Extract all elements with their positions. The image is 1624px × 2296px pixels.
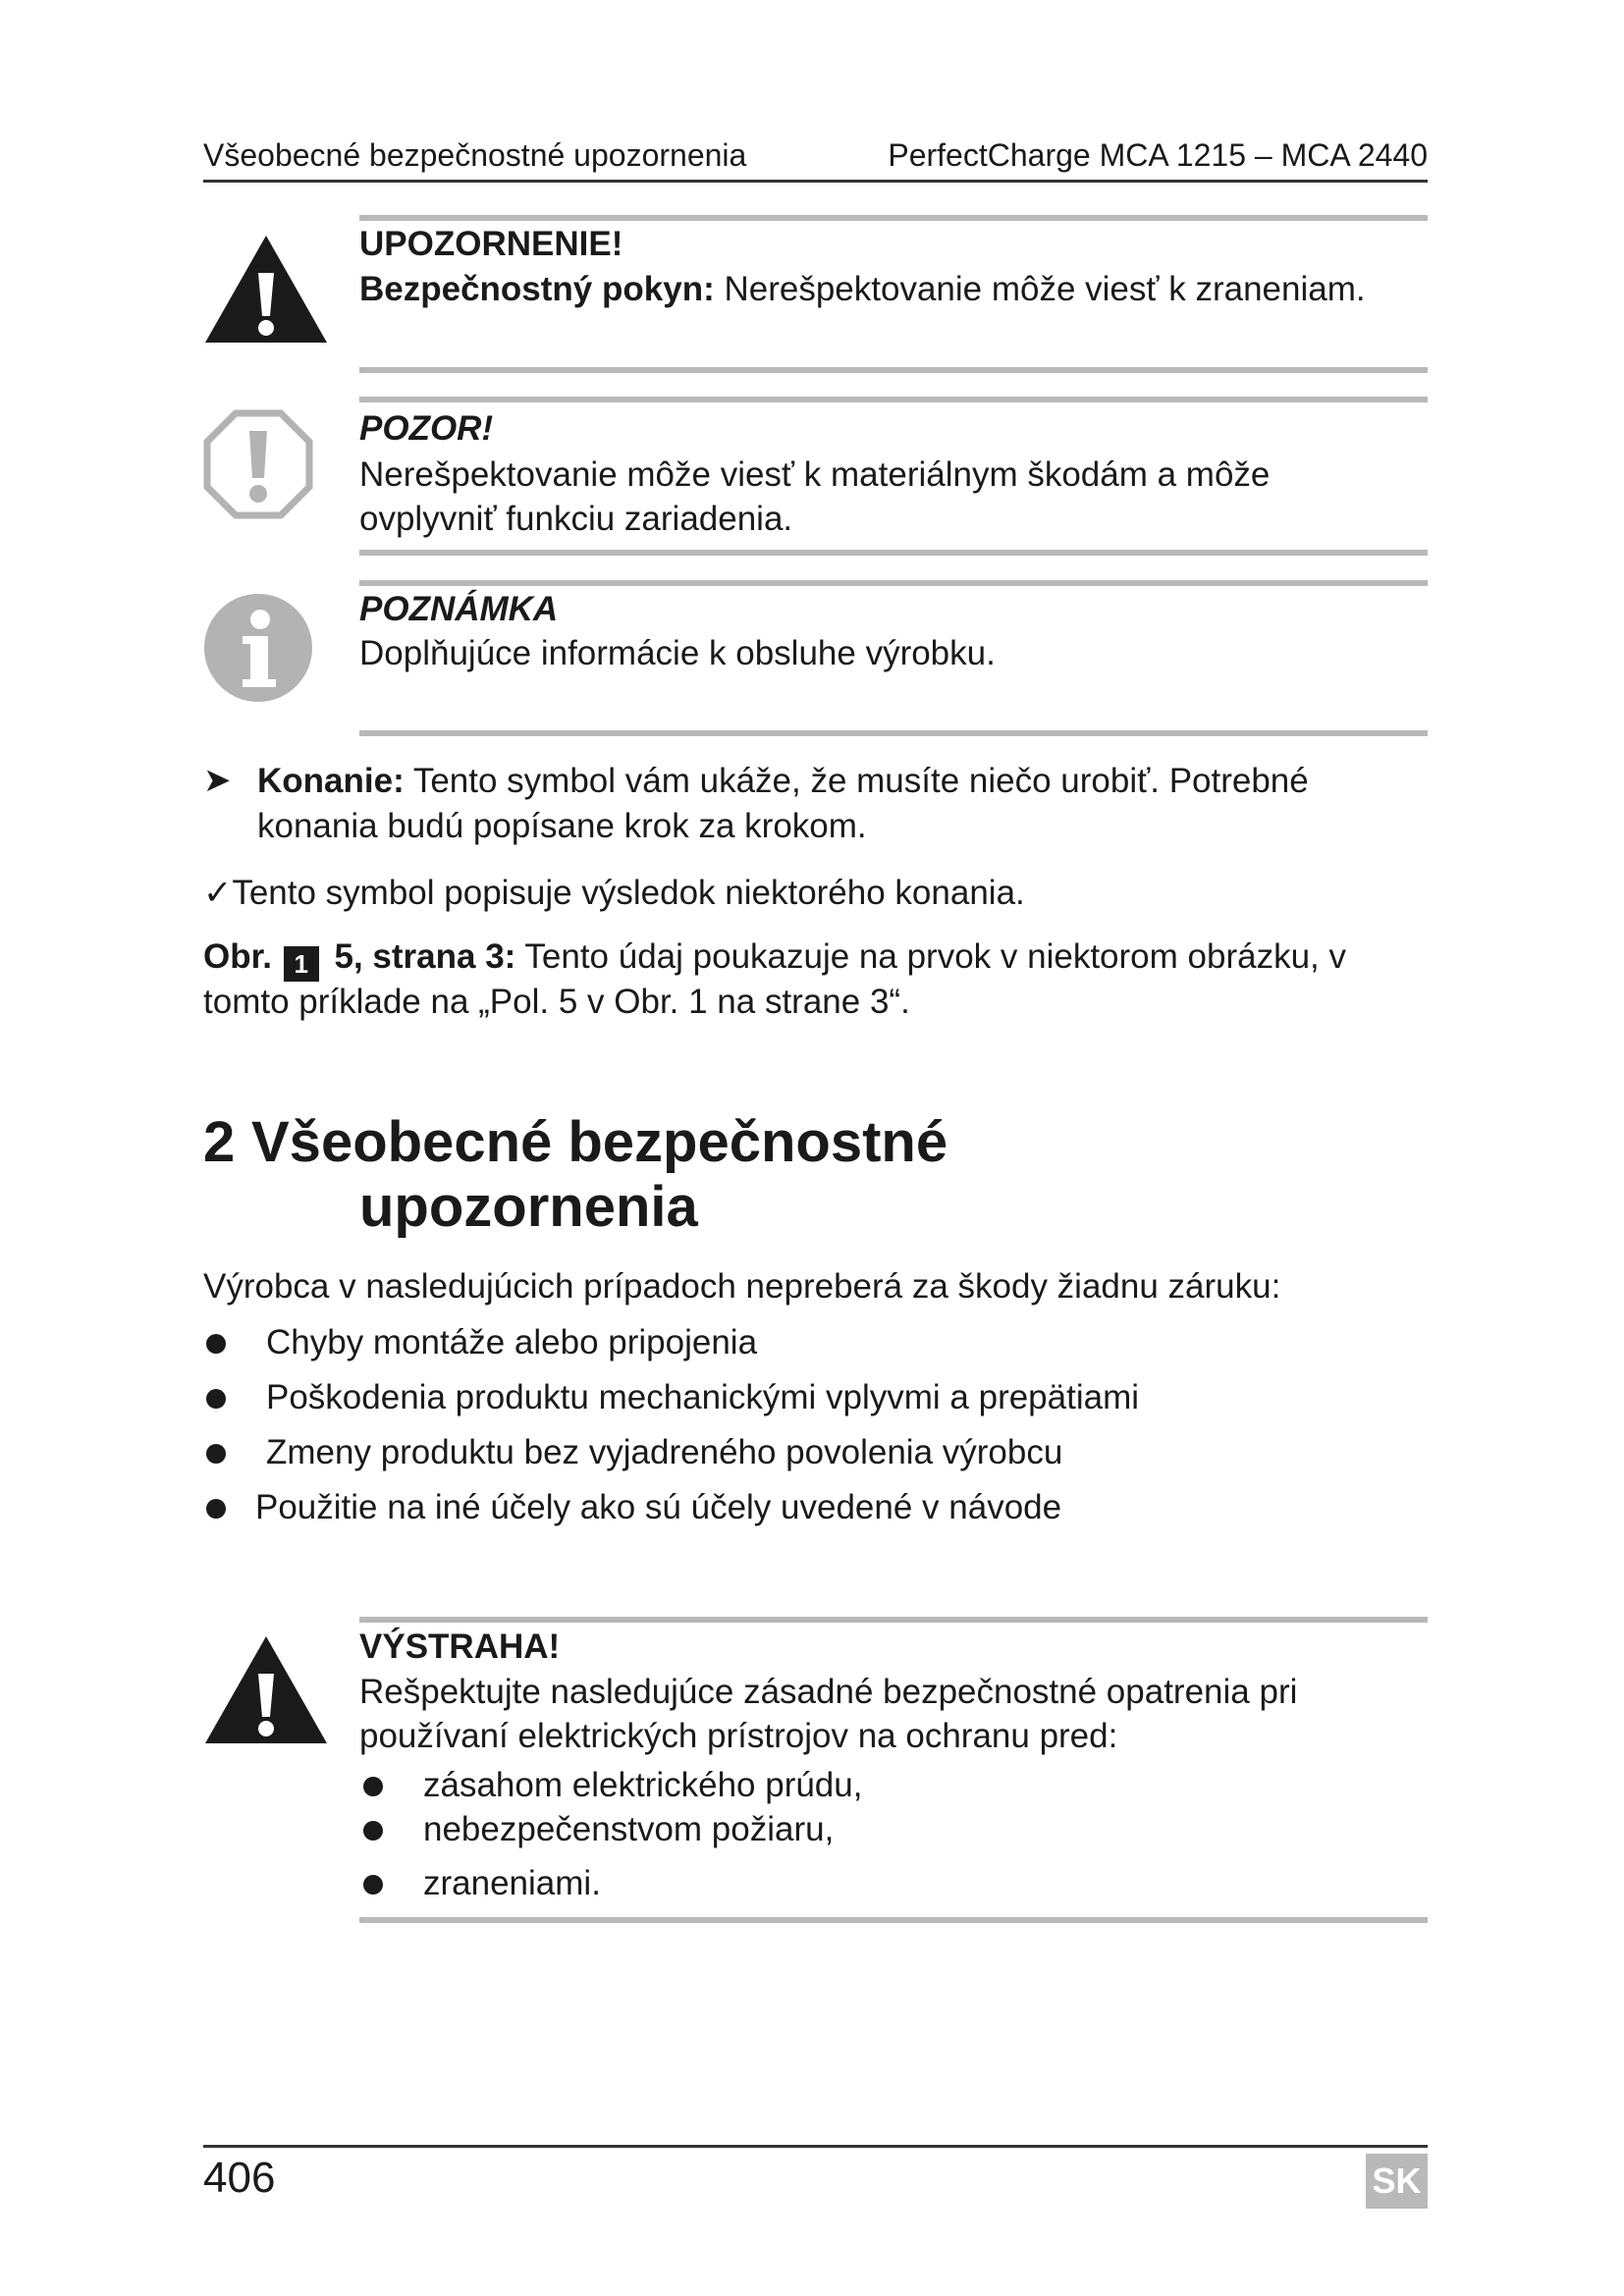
bullet-dot: [206, 1334, 226, 1354]
warning-triangle-icon: [203, 1634, 329, 1745]
warning-body: Nerešpektovanie môže viesť k zraneniam.: [714, 270, 1366, 308]
list-item: Zmeny produktu bez vyjadreného povolenia výrobcu: [266, 1433, 1063, 1471]
caution-title: POZOR!: [359, 409, 494, 448]
warning-title: UPOZORNENIE!: [359, 225, 623, 263]
notice-rule-top: [359, 397, 1428, 402]
note-title: POZNÁMKA: [359, 590, 559, 628]
bullet-dot: [206, 1389, 226, 1409]
caution-text-line1: Nerešpektovanie môže viesť k materiálnym škodám a môže: [359, 455, 1271, 494]
list-item: Poškodenia produktu mechanickými vplyvmi a prepätiami: [266, 1378, 1140, 1416]
notice-rule-bottom: [359, 550, 1428, 556]
section-title-line1: Všeobecné bezpečnostné: [251, 1110, 948, 1174]
action-arrow-icon: ➤: [203, 762, 232, 799]
checkmark-icon: ✓: [203, 874, 233, 912]
page-number: 406: [203, 2154, 276, 2202]
warning-triangle-icon: [203, 234, 329, 345]
figure-ref-line1: [203, 934, 1431, 982]
action-text-line1: [257, 758, 1435, 804]
action-body: Tento symbol vám ukáže, že musíte niečo urobiť. Potrebné: [404, 762, 1309, 800]
bullet-dot: [363, 1777, 383, 1796]
language-badge: SK: [1366, 2154, 1428, 2209]
bullet-dot: [206, 1444, 226, 1464]
notice-rule-bottom: [359, 730, 1428, 736]
warning-label: Bezpečnostný pokyn:: [359, 270, 715, 308]
action-label: Konanie:: [257, 762, 405, 800]
notice-rule-top: [359, 580, 1428, 586]
section-intro: Výrobca v nasledujúcich prípadoch nepreberá za škody žiadnu záruku:: [203, 1267, 1281, 1306]
figure-position-label: 5, strana 3:: [334, 937, 516, 976]
caution-octagon-icon: [203, 409, 313, 519]
bullet-dot: [363, 1821, 383, 1841]
footer-rule: [203, 2145, 1428, 2148]
running-header-title: Všeobecné bezpečnostné upozornenia: [203, 137, 747, 173]
result-body: Tento symbol popisuje výsledok niektorého konania.: [232, 874, 1025, 912]
danger-text-line2: používaní elektrických prístrojov na ochranu pred:: [359, 1717, 1118, 1755]
figure-ref-line2: tomto príklade na „Pol. 5 v Obr. 1 na strane 3“.: [203, 983, 910, 1021]
list-item: nebezpečenstvom požiaru,: [423, 1810, 835, 1848]
action-text-line2: konania budú popísane krok za krokom.: [257, 807, 867, 845]
notice-rule-top: [359, 215, 1428, 221]
list-item: Použitie na iné účely ako sú účely uvedené v návode: [255, 1488, 1062, 1526]
section-title-line2: upozornenia: [359, 1175, 698, 1239]
figure-number-badge: 1: [284, 946, 319, 982]
list-item: zraneniami.: [423, 1864, 601, 1902]
danger-title: VÝSTRAHA!: [359, 1628, 561, 1666]
result-text: [203, 870, 1431, 916]
section-number: 2: [203, 1110, 236, 1174]
notice-rule-top: [359, 1617, 1428, 1623]
note-text: Doplňujúce informácie k obsluhe výrobku.: [359, 634, 996, 672]
bullet-dot: [206, 1499, 226, 1519]
notice-rule-bottom: [359, 1917, 1428, 1923]
list-item: Chyby montáže alebo pripojenia: [266, 1323, 758, 1362]
notice-rule-bottom: [359, 367, 1428, 373]
danger-text-line1: Rešpektujte nasledujúce zásadné bezpečnostné opatrenia pri: [359, 1673, 1298, 1711]
bullet-dot: [363, 1875, 383, 1895]
warning-text: [359, 267, 1430, 311]
figure-label: Obr.: [203, 937, 273, 976]
caution-text-line2: ovplyvniť funkciu zariadenia.: [359, 500, 793, 538]
running-header-product: PerfectCharge MCA 1215 – MCA 2440: [888, 137, 1428, 173]
header-rule: [203, 180, 1428, 183]
info-icon: [203, 593, 313, 703]
figure-ref-body: Tento údaj poukazuje na prvok v niektorom obrázku, v: [515, 937, 1346, 976]
list-item: zásahom elektrického prúdu,: [423, 1766, 863, 1804]
